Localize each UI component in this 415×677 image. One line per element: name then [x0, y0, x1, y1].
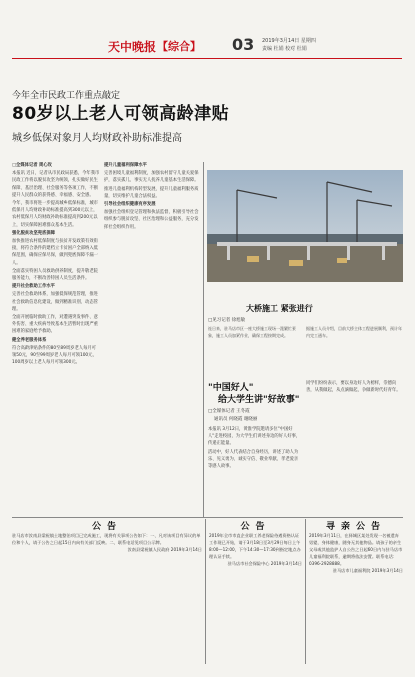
section-heading: 健全养老服务体系 — [12, 337, 47, 343]
second-column-1 — [208, 426, 302, 516]
second-headline: "中国好人" — [208, 383, 254, 393]
lead-paragraph: 全面落实特困人员救助供养制度，提升敬老院服务能力，不断改善特困人员生活条件。 — [12, 268, 98, 282]
lead-paragraph: 今年，我市将进一步提高城乡低保标准，城市低保月人均财政补助标准提高到300元以上，农村低保月人均财政补助标准提高到200元以上，切实保障困难群众基本生活。 — [12, 201, 98, 228]
second-column-2 — [306, 380, 403, 516]
lead-headline: 80岁以上老人可领高龄津贴 — [12, 104, 230, 124]
notice-2 — [209, 519, 302, 664]
section-label: 【综合】 — [157, 40, 201, 53]
notice-1 — [12, 519, 202, 664]
notice-body: 2019年3月11日，在驿城区某处发现一名被遗弃男婴，身体健康，随身无其他物品。请孩子的亲生父母或其他监护人自公告之日起60日内与驻马店市儿童福利院联系，逾期将依法安置。联系电话：0396-2928888。 — [309, 533, 403, 566]
lead-paragraph: 推进儿童福利机构转型发展，提升儿童福利服务质量，切实维护儿童合法权益。 — [104, 186, 199, 199]
notice-title: 公告 — [240, 522, 271, 532]
lead-paragraph: 全面开展临时救助工作，对遭遇突发事件、意外伤害、重大疾病导致基本生活暂时出现严重困难的家庭给予救助。 — [12, 315, 98, 335]
notice-footer: 驻马店市儿童福利院 2019年3月14日 — [332, 568, 403, 573]
lead-subhead: 城乡低保对象月人均财政补助标准提高 — [12, 133, 182, 144]
photo-title: 大桥施工 紧张进行 — [246, 304, 313, 313]
notice-divider — [205, 519, 206, 664]
notice-footer: 汝南县梁祝镇人民政府 2019年3月14日 — [127, 547, 202, 552]
notice-body: 2019年全市市直企业职工养老保险待遇资格认证工作现已开始，请于3月18日至3月29日每日上午8:00—12:00，下午14:30—17:30到指定地点办理认证手续。 — [209, 533, 301, 559]
notice-title: 寻亲公告 — [325, 522, 386, 532]
photo-credit: □见习记者 徐旭敏 — [208, 318, 246, 323]
lead-paragraph: 完善困境儿童福利制度，加强农村留守儿童关爱保护，落实孤儿、事实无人抚养儿童基本生活保障。 — [104, 171, 199, 184]
photo-caption-right: 据施工人员介绍，目前大桥主体工程进展顺利，预计年内完工通车。 — [306, 326, 402, 338]
notices-rule — [12, 517, 403, 518]
section-heading: 强化脱贫攻坚兜底保障 — [12, 230, 55, 236]
second-paragraph: 本报讯 3月12日，黄淮学院邀请多位"中国好人"走进校园，为大学生们讲述身边的好人好事，传递正能量。 — [208, 427, 301, 447]
column-divider — [203, 162, 204, 517]
section-heading: 引导社会组织健康有序发展 — [104, 202, 156, 208]
bridge-construction-photo — [207, 170, 403, 282]
newspaper-logo: 天中晚报 — [108, 40, 157, 54]
lead-column-2 — [104, 162, 200, 520]
notice-3 — [309, 519, 403, 664]
lead-paragraph: 加快推进农村低保制度与扶贫开发政策有效衔接，将符合条件的建档立卡贫困户全部纳入低保范围，确保应保尽保，做到兜底保障不漏一人。 — [12, 239, 98, 266]
lead-paragraph: 完善社会救助体系，加强低保规范管理，推进社会救助信息化建设，做到精准识别、动态管理。 — [12, 292, 98, 312]
issue-date: 2019年3月14日 星期四 — [262, 38, 316, 44]
section-heading: 提升社会救助工作水平 — [12, 284, 55, 290]
second-byline: □全媒体记者 王冬霞 — [208, 409, 250, 414]
second-byline-2: 通讯员 何晓霞 谢晓丽 — [214, 417, 258, 422]
page-number: 03 — [232, 35, 255, 54]
editor-credits: 责编 杜娟 校对 杜娟 — [262, 46, 307, 52]
masthead — [0, 35, 415, 58]
lead-column-1 — [12, 162, 100, 520]
section-heading: 提升儿童福利保障水平 — [104, 163, 147, 168]
notice-divider — [305, 519, 306, 664]
lead-byline: □全媒体记者 周心玫 — [12, 163, 52, 168]
lead-paragraph: 符合高龄津贴条件的80至89周岁老人每月可领50元，90至99周岁老人每月可领100元，100周岁以上老人每月可领300元。 — [12, 345, 97, 366]
lead-kicker: 今年全市民政工作重点敲定 — [12, 91, 121, 101]
notice-title: 公告 — [91, 522, 122, 532]
lead-paragraph: 加强社会组织登记管理和执法监督，积极引导社会组织参与脱贫攻坚、社区治理和公益服务，充分发挥社会组织作用。 — [104, 210, 199, 230]
lead-paragraph: 本报讯 近日，记者从市民政局获悉，今年我市民政工作将以脱贫攻坚为统领，扎实做好民生保障、基层治理、社会服务等各项工作，不断提升人民群众的获得感、幸福感、安全感。 — [12, 171, 100, 198]
second-headline-2: 给大学生讲"好故事" — [218, 395, 300, 405]
notice-footer: 驻马店市社会保险中心 2019年3月14日 — [227, 561, 302, 566]
second-paragraph: 同学们纷纷表示，要以身边好人为榜样，崇德向善，从我做起，从点滴做起，争做新时代好青年。 — [306, 381, 401, 394]
notice-body: 驻马店市汝南县梁祝镇土地整治项目已完成施工，现将有关事项公告如下：一、凡对该项目有异议的单位和个人，请于公告之日起15日内向有关部门反映。二、联系电话见项目公示牌。 — [12, 533, 201, 545]
photo-caption: 连日来，驻马店市区一座大桥施工现场一派繁忙景象，施工人员加紧作业，确保工程按期完成。 — [208, 326, 296, 338]
second-paragraph: 活动中，好人代表结合自身经历，讲述了助人为乐、见义勇为、诚实守信、敬业奉献、孝老爱亲等感人故事。 — [208, 449, 299, 470]
masthead-rule — [12, 58, 402, 59]
